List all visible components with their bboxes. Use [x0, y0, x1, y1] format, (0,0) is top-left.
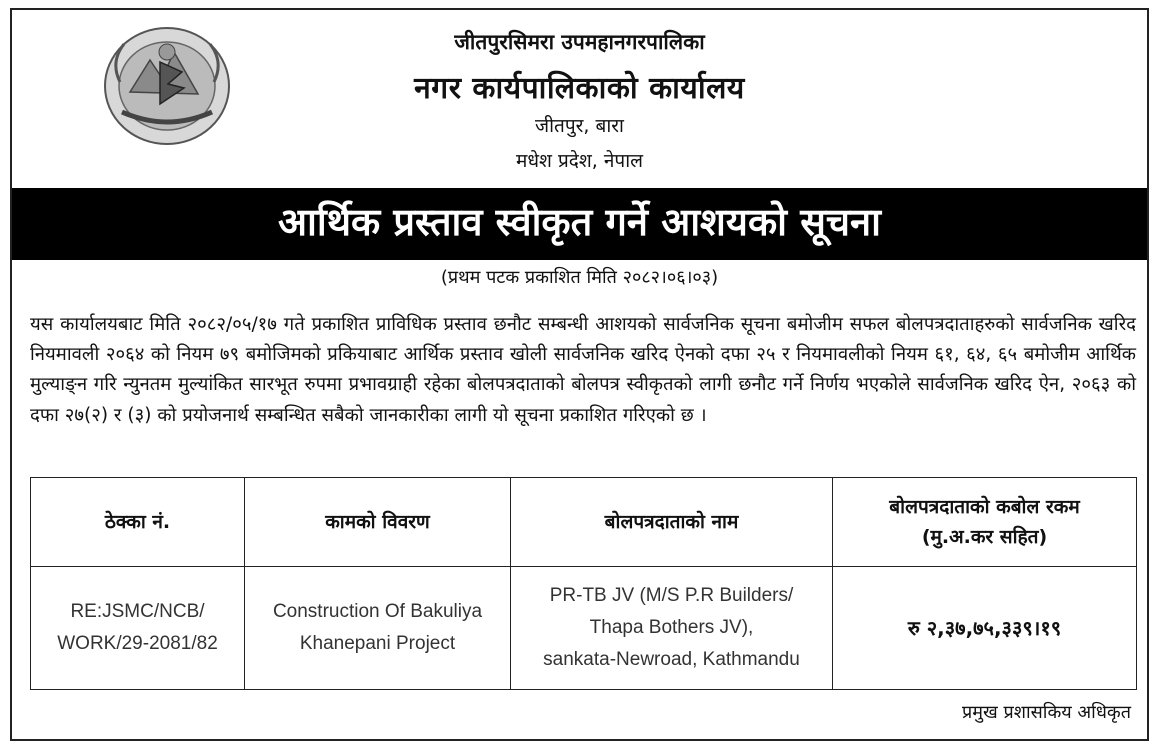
cell-bid-amount: रु २,३७,७५,३३९।१९ — [833, 567, 1137, 690]
office-province: मधेश प्रदेश, नेपाल — [515, 150, 644, 172]
municipality-name: जीतपुरसिमरा उपमहानगरपालिका — [454, 30, 705, 54]
notice-document — [10, 8, 1149, 741]
publish-date: (प्रथम पटक प्रकाशित मिति २०८२।०६।०३) — [440, 267, 719, 288]
work-desc-line2: Khanepani Project — [299, 633, 456, 654]
signatory-title: प्रमुख प्रशासकिय अधिकृत — [962, 702, 1131, 723]
notice-title-banner: आर्थिक प्रस्ताव स्वीकृत गर्ने आशयको सूचना — [12, 188, 1147, 260]
header-bidder-name: बोलपत्रदाताको नाम — [511, 478, 833, 567]
notice-body-paragraph: यस कार्यालयबाट मिति २०८२/०५/१७ गते प्रकाशित प्राविधिक प्रस्ताव छनौट सम्बन्धी आशयको सार्वजनिक सूचना बमोजीम सफल बोलपत्रदाताहरुको सार्वजनिक खरिद नियमावली २०६४ को नियम ७९ बमोजिमको प्रकियाबाट आर्थिक प्रस्ताव खोली सार्वजनिक खरिद ऐनको दफा २५ र नियमावलीको नियम ६१, ६४, ६५ बमोजीम आर्थिक मुल्याङ्न गरि न्युनतम मुल्यांकित सारभूत रुपमा प्रभावग्राही रहेका बोलपत्रदाताको बोलपत्र स्वीकृतको लागी छनौट गर्ने निर्णय भएकोले सार्वजनिक खरिद ऐन, २०६३ को दफा २७(२) र (३) को प्रयोजनार्थ सम्बन्धित सबैको जानकारीका लागी यो सूचना प्रकाशित गरिएको छ । — [30, 314, 1136, 426]
header-work-description: कामको विवरण — [245, 478, 511, 567]
table-row — [31, 567, 1137, 690]
cell-contract-no — [31, 567, 245, 690]
work-desc-line1: Construction Of Bakuliya — [272, 601, 483, 622]
header-bid-amount-line2: (मु.अ.कर सहित) — [921, 526, 1048, 548]
header-contract-no: ठेक्का नं. — [31, 478, 245, 567]
notice-header — [12, 10, 1147, 188]
header-bid-amount — [833, 478, 1137, 567]
cell-bidder-name — [511, 567, 833, 690]
office-name: नगर कार्यपालिकाको कार्यालय — [414, 71, 745, 106]
bidder-line2: Thapa Bothers JV), — [589, 617, 754, 638]
office-location: जीतपुर, बारा — [535, 115, 624, 137]
cell-work-description — [245, 567, 511, 690]
contract-no-line2: WORK/29-2081/82 — [57, 633, 218, 654]
bid-table — [30, 477, 1137, 690]
contract-no-line1: RE:JSMC/NCB/ — [70, 601, 205, 622]
bidder-line1: PR-TB JV (M/S P.R Builders/ — [549, 585, 794, 606]
header-bid-amount-line1: बोलपत्रदाताको कबोल रकम — [889, 496, 1080, 518]
bidder-line3: sankata-Newroad, Kathmandu — [543, 649, 800, 670]
table-header-row — [31, 478, 1137, 567]
